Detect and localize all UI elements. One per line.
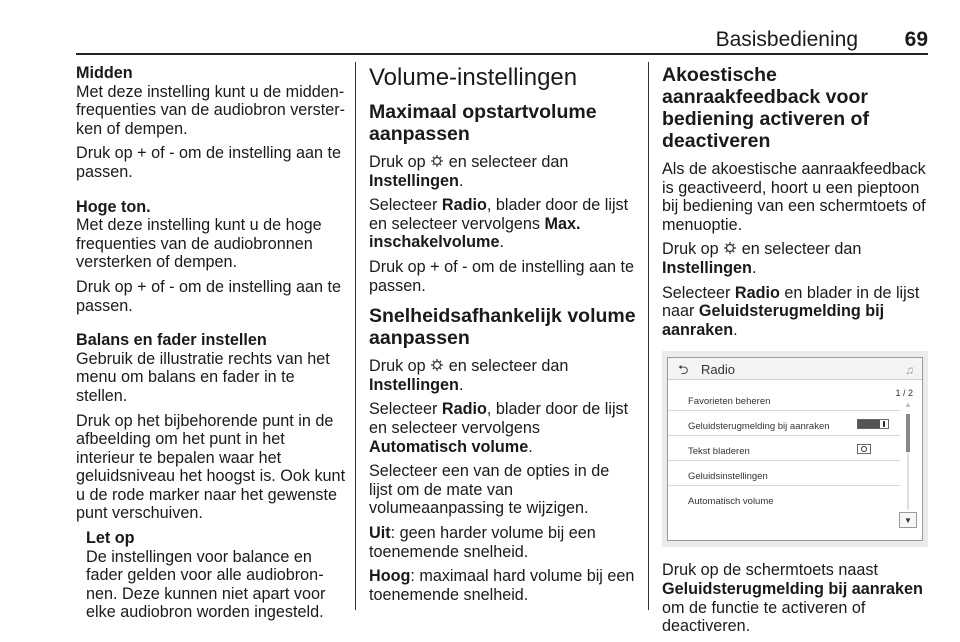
home-gear-icon (430, 358, 444, 372)
balans-text-2: Druk op het bijbehorende punt in de afbeelding om het punt in het interieur te bepalen waar het geluidsniveau het hoogst is. Ook kunt u de rode marker naar het gewenste punt verschuiven. (76, 411, 346, 523)
sec1-para-2: Selecteer Radio, blader door de lijst en selecteer vervolgens Max. inschakelvolume. (369, 196, 629, 252)
column-divider-1 (355, 62, 356, 610)
feedback-para-3: Selecteer Radio en blader in de lijst naar Geluidsterugmelding bij aanraken. (662, 283, 920, 339)
menu-item-automatisch-volume[interactable]: Automatisch volume (688, 496, 774, 508)
feedback-para-4: Druk op de schermtoets naast Geluidsterugmelding bij aanraken om de functie te activeren of deactiveren. (662, 561, 923, 636)
sec2-heading: Snelheidsafhankelijk volume aanpassen (369, 305, 636, 350)
balans-text: Gebruik de illustratie rechts van het menu om balans en fader in te stellen. (76, 349, 330, 405)
midden-heading: Midden (76, 64, 133, 82)
sec2-para-2: Selecteer Radio, blader door de lijst en selecteer vervolgens Automatisch volume. (369, 400, 629, 456)
column-divider-2 (648, 62, 649, 610)
page-header (76, 26, 928, 54)
scroll-thumb[interactable] (906, 414, 910, 452)
column-middle (369, 64, 637, 610)
sec1-para-1: Druk op en selecteer dan Instellingen. (369, 153, 569, 190)
sec2-para-1: Druk op en selecteer dan Instellingen. (369, 357, 569, 394)
feedback-toggle[interactable] (857, 419, 889, 429)
note-heading: Let op (86, 529, 135, 548)
note-box (86, 529, 346, 622)
menu-item-geluidsinstellingen[interactable]: Geluidsinstellingen (668, 461, 900, 486)
screen-scrollbar[interactable] (902, 400, 914, 528)
header-rule (76, 53, 928, 55)
text-scroll-radio[interactable] (857, 444, 871, 454)
header-title: Basisbediening (715, 28, 858, 51)
home-gear-icon (430, 154, 444, 168)
menu-item-geluidsterugmelding[interactable]: Geluidsterugmelding bij aanraken (668, 411, 900, 436)
page-number: 69 (904, 28, 928, 51)
option-uit: Uit: geen harder volume bij een toenemende snelheid. (369, 523, 596, 561)
screen-title-bar (668, 358, 922, 380)
section-title: Volume-instellingen (369, 64, 578, 91)
feedback-para-2: Druk op en selecteer dan Instellingen. (662, 240, 862, 277)
back-icon[interactable]: ⮌ (678, 362, 689, 378)
sec2-para-3: Selecteer een van de opties in de lijst om de mate van volumeaanpassing te wijzigen. (369, 462, 610, 518)
music-note-icon: ♫ (905, 363, 914, 378)
scroll-down-icon[interactable]: ▼ (899, 512, 917, 528)
note-text: De instellingen voor balance en fader gelden voor alle audiobron-nen. Deze kunnen niet apart voor elke audiobron worden ingesteld. (86, 547, 326, 622)
column-left (76, 64, 346, 622)
radio-screen-illustration (662, 351, 928, 547)
home-gear-icon (723, 241, 737, 255)
sec1-heading: Maximaal opstartvolume aanpassen (369, 101, 597, 145)
hoge-action: Druk op + of - om de instelling aan te passen. (76, 277, 341, 315)
radio-screen (667, 357, 923, 541)
column-right (662, 64, 930, 642)
page-indicator: 1 / 2 (895, 388, 913, 399)
balans-heading: Balans en fader instellen (76, 331, 267, 350)
menu-item-tekst-bladeren[interactable]: Tekst bladeren (668, 436, 900, 461)
feedback-heading: Akoestische aanraakfeedback voor bediening activeren of deactiveren (662, 64, 869, 152)
menu-item-favorieten[interactable]: Favorieten beheren (668, 386, 900, 411)
option-hoog: Hoog: maximaal hard volume bij een toenemende snelheid. (369, 567, 635, 604)
midden-action: Druk op + of - om de instelling aan te passen. (76, 144, 341, 181)
scroll-up-icon[interactable]: ▲ (904, 400, 912, 410)
hoge-text: Met deze instelling kunt u de hoge frequenties van de audiobronnen versterken of dempen. (76, 216, 322, 272)
screen-title: Radio (701, 362, 735, 378)
feedback-para-1: Als de akoestische aanraakfeedback is geactiveerd, hoort u een pieptoon bij bediening van een schermtoets of menuoptie. (662, 160, 926, 234)
sec1-para-3: Druk op + of - om de instelling aan te passen. (369, 257, 634, 295)
midden-text: Met deze instelling kunt u de midden-frequenties van de audiobron verster-ken of dempen. (76, 82, 346, 138)
hoge-heading: Hoge ton. (76, 197, 151, 216)
